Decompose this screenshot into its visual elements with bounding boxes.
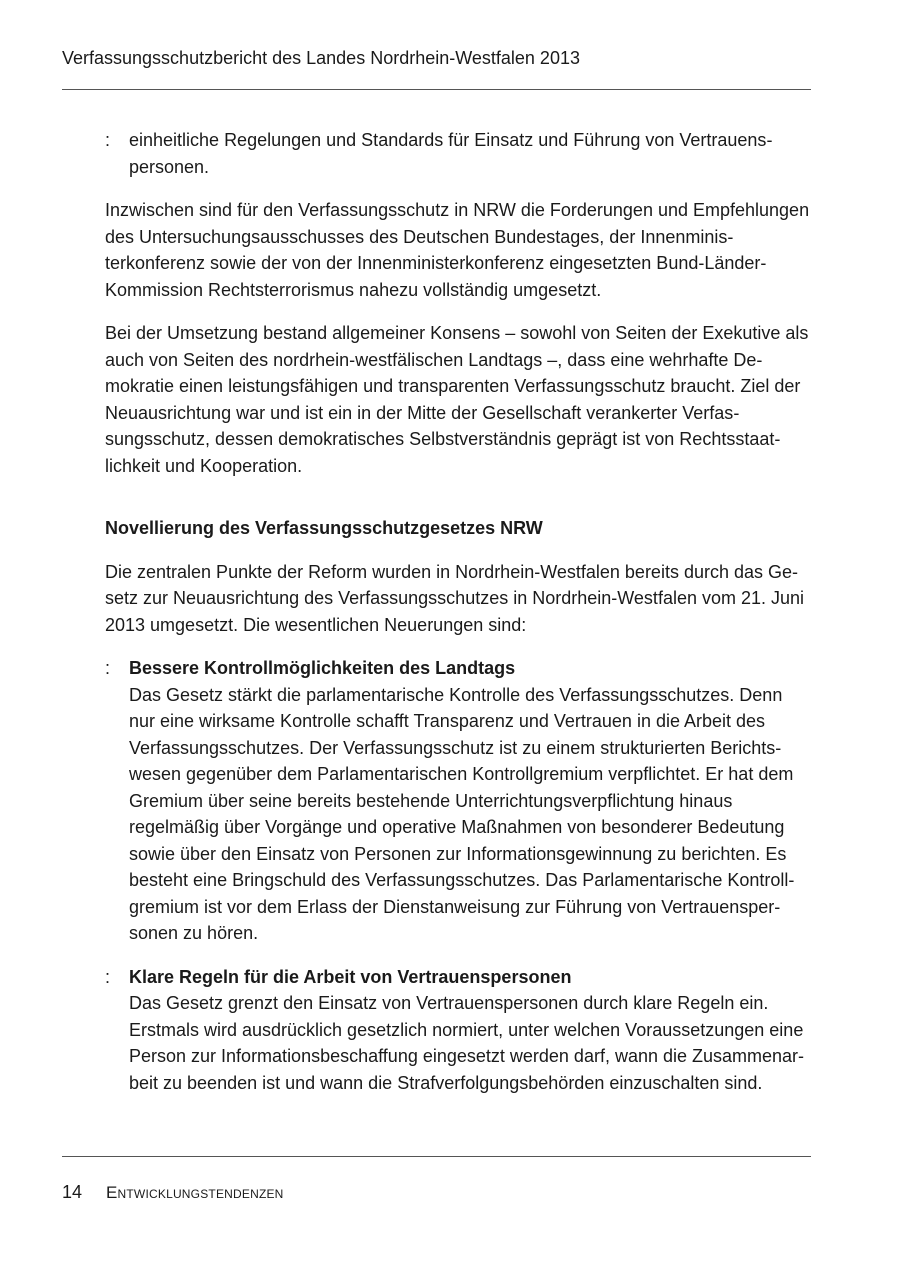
bullet-text: Das Gesetz stärkt die parlamentarische Kontrolle des Verfassungsschutzes. Denn nur eine wirksame Kontrolle schafft Transparenz und Vertrauen in die Arbeit des Verfassungsschutzes. Der Verfassungsschutz ist zu einem strukturierten Berichtswesen gegenüber dem Parlamentarischen Kontrollgremium verpflichtet. Er hat dem Gremium über seine bereits bestehende Unterrichtungsverpflichtung hinaus regelmäßig über Vorgänge und operative Maßnahmen von besonderer Bedeutung sowie über den Einsatz von Personen zur Informationsgewinnung zu berichten. Es besteht eine Bringschuld des Verfassungsschutzes. Das Parlamentarische Kontrollgremium ist vor dem Erlass der Dienstanweisung zur Führung von Vertrauenspersonen zu hören. [129, 684, 795, 943]
bullet-marker: : [105, 658, 111, 678]
section-heading: Novellierung des Verfassungsschutzgesetzes NRW [105, 518, 543, 538]
page-header-title: Verfassungsschutzbericht des Landes Nordrhein-Westfalen 2013 [62, 48, 580, 68]
bullet-title: Klare Regeln für die Arbeit von Vertrauenspersonen [129, 966, 572, 987]
header-divider [62, 89, 811, 90]
bullet-title: Bessere Kontrollmöglichkeiten des Landtags [129, 658, 516, 678]
page-footer [62, 1181, 284, 1204]
paragraph: Die zentralen Punkte der Reform wurden in Nordrhein-Westfalen bereits durch das Gesetz zur Neuausrichtung des Verfassungsschutzes in Nordrhein-Westfalen vom 21. Juni 2013 umgesetzt. Die wesentlichen Neuerungen sind: [105, 561, 805, 635]
bullet-text: Das Gesetz grenzt den Einsatz von Vertrauenspersonen durch klare Regeln ein. Erstmals wird ausdrücklich gesetzlich normiert, unter welchen Voraussetzungen eine Person zur Informationsbeschaffung eingesetzt werden darf, wann die Zusammenarbeit zu beenden ist und wann die Strafverfolgungsbehörden einzuschalten sind. [129, 993, 805, 1093]
bullet-item [105, 964, 811, 1097]
footer-divider [62, 1156, 811, 1157]
bullet-item [105, 127, 811, 180]
main-content [105, 127, 811, 1113]
paragraph: Inzwischen sind für den Verfassungsschutz in NRW die Forderungen und Empfehlungen des Untersuchungsausschusses des Deutschen Bundestages, der Innenministerkonferenz sowie der von der Innenministerkonferenz eingesetzten Bund-Länder-Kommission Rechtsterrorismus nahezu vollständig umgesetzt. [105, 200, 810, 300]
bullet-item [105, 655, 811, 947]
bullet-marker: : [105, 966, 111, 987]
page-number: 14 [62, 1182, 83, 1202]
paragraph: Bei der Umsetzung bestand allgemeiner Konsens – sowohl von Seiten der Exekutive als auch von Seiten des nordrhein-westfälischen Landtags –, dass eine wehrhafte Demokratie einen leistungsfähigen und transparenten Verfassungsschutz braucht. Ziel der Neuausrichtung war und ist ein in der Mitte der Gesellschaft verankerter Verfassungsschutz, dessen demokratisches Selbstverständnis geprägt ist von Rechtsstaatlichkeit und Kooperation. [105, 323, 809, 476]
footer-section-name: Entwicklungstendenzen [106, 1183, 284, 1202]
bullet-text: einheitliche Regelungen und Standards für Einsatz und Führung von Vertrauenspersonen. [129, 130, 773, 177]
bullet-marker: : [105, 130, 111, 150]
